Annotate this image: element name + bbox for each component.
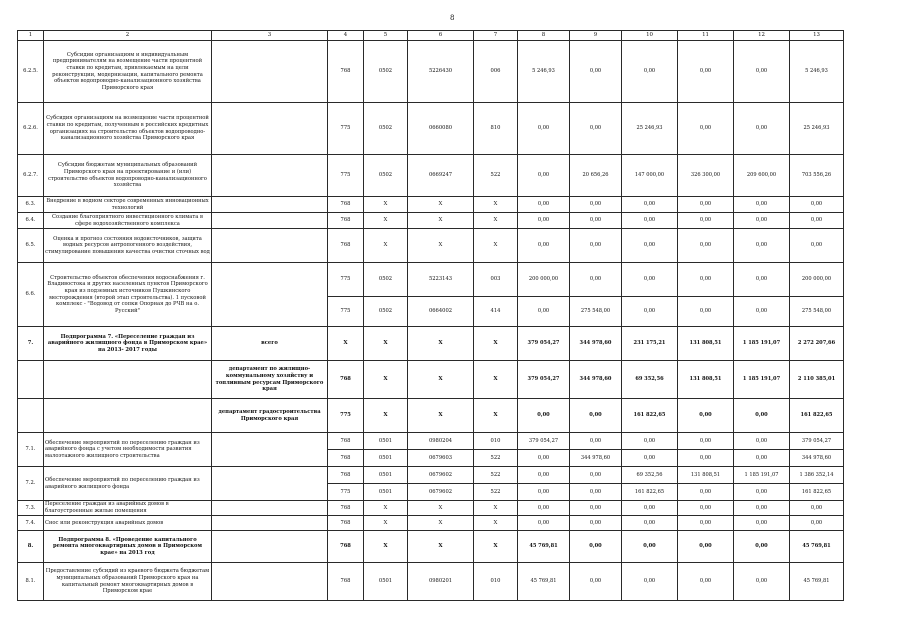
cell-amount-c12: 0,00: [734, 399, 790, 433]
cell-target-code: X: [408, 531, 474, 563]
cell-amount-c11: 131 808,51: [678, 361, 734, 399]
program-budget-table: [17, 30, 844, 601]
cell-admin-code: 768: [328, 531, 364, 563]
cell-amount-c8: 5 246,93: [518, 41, 570, 103]
cell-expense-type: X: [474, 229, 518, 263]
cell-amount-c11: 0,00: [678, 516, 734, 531]
table-row: [18, 361, 844, 399]
cell-admin-code: 775: [328, 263, 364, 297]
cell-amount-c12: 0,00: [734, 229, 790, 263]
row-code: 7.3.: [18, 501, 44, 516]
cell-amount-c13: 703 556,26: [790, 155, 844, 197]
cell-target-code: 0660080: [408, 103, 474, 155]
cell-target-code: 0664002: [408, 297, 474, 327]
cell-admin-code: 768: [328, 361, 364, 399]
row-code: 8.: [18, 531, 44, 563]
cell-target-code: X: [408, 213, 474, 229]
table-row: [18, 501, 844, 516]
cell-section-code: 0501: [364, 563, 408, 601]
cell-amount-c10: 25 246,93: [622, 103, 678, 155]
row-executor: департамент градостроительства Приморского края: [212, 399, 328, 433]
cell-section-code: X: [364, 229, 408, 263]
cell-amount-c13: 2 110 385,01: [790, 361, 844, 399]
column-number-11: 11: [678, 31, 734, 41]
cell-expense-type: 810: [474, 103, 518, 155]
row-code: 6.2.7.: [18, 155, 44, 197]
cell-amount-c13: 0,00: [790, 501, 844, 516]
column-number-row: [18, 31, 844, 41]
cell-amount-c8: 379 054,27: [518, 327, 570, 361]
cell-section-code: 0501: [364, 467, 408, 484]
cell-admin-code: X: [328, 327, 364, 361]
cell-expense-type: X: [474, 399, 518, 433]
cell-amount-c11: 0,00: [678, 484, 734, 501]
cell-amount-c8: 0,00: [518, 399, 570, 433]
row-description: Предоставление субсидий из краевого бюджета бюджетам муниципальных образований Приморского края на капитальный ремонт многоквартирных домов в Приморском крае: [44, 563, 212, 601]
cell-amount-c12: 0,00: [734, 197, 790, 213]
cell-amount-c13: 161 822,65: [790, 484, 844, 501]
cell-expense-type: 522: [474, 155, 518, 197]
cell-amount-c12: 0,00: [734, 450, 790, 467]
cell-amount-c9: 0,00: [570, 433, 622, 450]
cell-target-code: X: [408, 327, 474, 361]
cell-amount-c13: 0,00: [790, 213, 844, 229]
cell-amount-c13: 161 822,65: [790, 399, 844, 433]
row-code: 7.4.: [18, 516, 44, 531]
cell-admin-code: 768: [328, 501, 364, 516]
cell-admin-code: 768: [328, 213, 364, 229]
cell-target-code: 5226430: [408, 41, 474, 103]
cell-amount-c12: 0,00: [734, 297, 790, 327]
cell-expense-type: X: [474, 501, 518, 516]
table-row: [18, 563, 844, 601]
table-row: [18, 531, 844, 563]
cell-target-code: 5223143: [408, 263, 474, 297]
cell-amount-c12: 0,00: [734, 516, 790, 531]
cell-admin-code: 768: [328, 433, 364, 450]
row-code: 7.: [18, 327, 44, 361]
cell-amount-c12: 0,00: [734, 263, 790, 297]
row-executor: департамент по жилищно-коммунальному хозяйству и топливным ресурсам Приморского края: [212, 361, 328, 399]
cell-amount-c13: 0,00: [790, 197, 844, 213]
row-description: [44, 399, 212, 433]
cell-amount-c8: 0,00: [518, 450, 570, 467]
row-description: Подпрограмма 8. «Проведение капитального ремонта многоквартирных домов в Приморском крае» на 2013 год: [44, 531, 212, 563]
cell-amount-c13: 45 769,81: [790, 563, 844, 601]
cell-section-code: 0502: [364, 103, 408, 155]
cell-expense-type: 414: [474, 297, 518, 327]
cell-amount-c13: 200 000,00: [790, 263, 844, 297]
cell-admin-code: 775: [328, 297, 364, 327]
cell-target-code: X: [408, 516, 474, 531]
cell-amount-c9: 0,00: [570, 229, 622, 263]
cell-expense-type: X: [474, 516, 518, 531]
cell-amount-c10: 0,00: [622, 531, 678, 563]
cell-amount-c10: 161 822,65: [622, 484, 678, 501]
cell-section-code: X: [364, 327, 408, 361]
row-description: Оценка и прогноз состояния водоисточников, защита водных ресурсов антропогенного воздействия, стимулирование повышения качества очистки сточных вод: [44, 229, 212, 263]
cell-amount-c10: 69 352,56: [622, 361, 678, 399]
cell-amount-c8: 0,00: [518, 103, 570, 155]
column-number-12: 12: [734, 31, 790, 41]
row-executor: [212, 467, 328, 501]
cell-amount-c8: 379 054,27: [518, 361, 570, 399]
cell-amount-c8: 0,00: [518, 197, 570, 213]
row-code: 6.6.: [18, 263, 44, 327]
table-row: [18, 327, 844, 361]
cell-amount-c11: 0,00: [678, 41, 734, 103]
table-row: [18, 263, 844, 297]
table-row: [18, 229, 844, 263]
cell-amount-c8: 200 000,00: [518, 263, 570, 297]
row-code: 7.2.: [18, 467, 44, 501]
cell-expense-type: X: [474, 531, 518, 563]
cell-admin-code: 768: [328, 229, 364, 263]
cell-amount-c12: 0,00: [734, 213, 790, 229]
column-number-9: 9: [570, 31, 622, 41]
cell-amount-c11: 326 300,00: [678, 155, 734, 197]
cell-amount-c8: 0,00: [518, 501, 570, 516]
table-row: [18, 433, 844, 450]
cell-expense-type: 522: [474, 484, 518, 501]
cell-amount-c13: 5 246,93: [790, 41, 844, 103]
cell-amount-c11: 0,00: [678, 399, 734, 433]
row-code: 6.3.: [18, 197, 44, 213]
cell-section-code: X: [364, 197, 408, 213]
cell-target-code: X: [408, 399, 474, 433]
cell-amount-c9: 0,00: [570, 197, 622, 213]
row-executor: [212, 516, 328, 531]
cell-amount-c8: 0,00: [518, 297, 570, 327]
cell-target-code: X: [408, 197, 474, 213]
cell-expense-type: X: [474, 197, 518, 213]
row-executor: [212, 197, 328, 213]
cell-amount-c12: 0,00: [734, 501, 790, 516]
cell-amount-c9: 0,00: [570, 563, 622, 601]
cell-amount-c8: 45 769,81: [518, 531, 570, 563]
row-executor: всего: [212, 327, 328, 361]
cell-amount-c11: 0,00: [678, 531, 734, 563]
cell-amount-c13: 275 548,00: [790, 297, 844, 327]
cell-amount-c8: 379 054,27: [518, 433, 570, 450]
row-code: 8.1.: [18, 563, 44, 601]
cell-expense-type: 003: [474, 263, 518, 297]
table-row: [18, 399, 844, 433]
cell-amount-c11: 0,00: [678, 433, 734, 450]
table-row: [18, 516, 844, 531]
cell-amount-c11: 0,00: [678, 103, 734, 155]
cell-amount-c13: 2 272 207,66: [790, 327, 844, 361]
row-code: [18, 399, 44, 433]
cell-amount-c11: 0,00: [678, 450, 734, 467]
cell-admin-code: 768: [328, 450, 364, 467]
cell-target-code: 0679603: [408, 450, 474, 467]
cell-target-code: 0980204: [408, 433, 474, 450]
cell-amount-c13: 1 386 352,14: [790, 467, 844, 484]
cell-amount-c9: 0,00: [570, 399, 622, 433]
cell-admin-code: 775: [328, 155, 364, 197]
page-number: 8: [450, 14, 455, 22]
row-description: Внедрение в водном секторе современных инновационных технологий: [44, 197, 212, 213]
cell-amount-c13: 0,00: [790, 516, 844, 531]
cell-expense-type: X: [474, 213, 518, 229]
cell-amount-c8: 0,00: [518, 516, 570, 531]
cell-amount-c12: 0,00: [734, 484, 790, 501]
cell-target-code: 0669247: [408, 155, 474, 197]
cell-section-code: 0502: [364, 263, 408, 297]
cell-amount-c10: 0,00: [622, 433, 678, 450]
cell-amount-c9: 344 978,60: [570, 450, 622, 467]
cell-amount-c13: 379 054,27: [790, 433, 844, 450]
row-code: 6.2.5.: [18, 41, 44, 103]
cell-amount-c12: 0,00: [734, 531, 790, 563]
cell-amount-c13: 344 978,60: [790, 450, 844, 467]
cell-admin-code: 775: [328, 484, 364, 501]
cell-amount-c10: 161 822,65: [622, 399, 678, 433]
cell-amount-c9: 0,00: [570, 103, 622, 155]
cell-section-code: X: [364, 501, 408, 516]
cell-amount-c10: 0,00: [622, 501, 678, 516]
cell-amount-c9: 275 548,00: [570, 297, 622, 327]
cell-expense-type: 010: [474, 433, 518, 450]
cell-amount-c13: 0,00: [790, 229, 844, 263]
row-code: 6.5.: [18, 229, 44, 263]
cell-amount-c12: 0,00: [734, 563, 790, 601]
cell-amount-c10: 0,00: [622, 297, 678, 327]
cell-amount-c12: 209 600,00: [734, 155, 790, 197]
column-number-8: 8: [518, 31, 570, 41]
row-description: Переселение граждан из аварийных домов в благоустроенные жилые помещения: [44, 501, 212, 516]
cell-amount-c9: 0,00: [570, 213, 622, 229]
cell-expense-type: X: [474, 361, 518, 399]
row-code: 6.4.: [18, 213, 44, 229]
cell-amount-c10: 69 352,56: [622, 467, 678, 484]
cell-amount-c10: 0,00: [622, 450, 678, 467]
cell-section-code: X: [364, 516, 408, 531]
cell-amount-c9: 0,00: [570, 531, 622, 563]
cell-amount-c12: 0,00: [734, 433, 790, 450]
cell-amount-c10: 0,00: [622, 41, 678, 103]
cell-section-code: X: [364, 399, 408, 433]
cell-target-code: X: [408, 361, 474, 399]
cell-amount-c11: 0,00: [678, 197, 734, 213]
cell-amount-c9: 0,00: [570, 516, 622, 531]
cell-amount-c12: 1 185 191,07: [734, 361, 790, 399]
cell-target-code: X: [408, 501, 474, 516]
cell-admin-code: 768: [328, 41, 364, 103]
cell-amount-c10: 0,00: [622, 197, 678, 213]
cell-section-code: 0502: [364, 297, 408, 327]
cell-amount-c8: 0,00: [518, 484, 570, 501]
cell-amount-c9: 344 978,60: [570, 361, 622, 399]
row-code: 7.1.: [18, 433, 44, 467]
cell-expense-type: 522: [474, 450, 518, 467]
cell-amount-c10: 0,00: [622, 229, 678, 263]
row-code: 6.2.6.: [18, 103, 44, 155]
row-description: [44, 361, 212, 399]
cell-amount-c10: 0,00: [622, 563, 678, 601]
cell-section-code: 0501: [364, 450, 408, 467]
table-body: [18, 31, 844, 601]
row-executor: [212, 501, 328, 516]
cell-amount-c9: 344 978,60: [570, 327, 622, 361]
row-description: Обеспечение мероприятий по переселению граждан из аварийного фонда с учетом необходимости развития малоэтажного жилищного строительства: [44, 433, 212, 467]
cell-amount-c13: 25 246,93: [790, 103, 844, 155]
cell-amount-c8: 0,00: [518, 155, 570, 197]
cell-amount-c11: 0,00: [678, 563, 734, 601]
cell-admin-code: 775: [328, 103, 364, 155]
cell-amount-c10: 0,00: [622, 263, 678, 297]
column-number-4: 4: [328, 31, 364, 41]
cell-amount-c9: 0,00: [570, 467, 622, 484]
cell-amount-c8: 0,00: [518, 213, 570, 229]
column-number-7: 7: [474, 31, 518, 41]
cell-expense-type: 010: [474, 563, 518, 601]
row-description: Создание благоприятного инвестиционного климата в сфере водохозяйственного комплекса: [44, 213, 212, 229]
cell-amount-c11: 131 808,51: [678, 467, 734, 484]
column-number-6: 6: [408, 31, 474, 41]
table-row: [18, 155, 844, 197]
cell-section-code: 0501: [364, 433, 408, 450]
row-executor: [212, 531, 328, 563]
row-description: Субсидии бюджетам муниципальных образований Приморского края на проектирование и (или) строительство объектов водопроводно-канализационного хозяйства: [44, 155, 212, 197]
cell-section-code: 0502: [364, 155, 408, 197]
row-description: Обеспечение мероприятий по переселению граждан из аварийного жилищного фонда: [44, 467, 212, 501]
cell-target-code: 0679602: [408, 467, 474, 484]
cell-amount-c11: 0,00: [678, 501, 734, 516]
column-number-5: 5: [364, 31, 408, 41]
cell-amount-c11: 131 808,51: [678, 327, 734, 361]
cell-target-code: 0980201: [408, 563, 474, 601]
row-description: Подпрограмма 7. «Переселение граждан из аварийного жилищного фонда в Приморском крае» на 2013- 2017 годы: [44, 327, 212, 361]
cell-expense-type: 522: [474, 467, 518, 484]
cell-expense-type: X: [474, 327, 518, 361]
cell-target-code: 0679602: [408, 484, 474, 501]
cell-admin-code: 768: [328, 467, 364, 484]
column-number-3: 3: [212, 31, 328, 41]
table-row: [18, 213, 844, 229]
cell-section-code: X: [364, 531, 408, 563]
row-executor: [212, 563, 328, 601]
cell-amount-c8: 45 769,81: [518, 563, 570, 601]
column-number-1: 1: [18, 31, 44, 41]
row-description: Субсидия организациям на возмещение части процентной ставки по кредитам, полученным в российских кредитных организациях на строительство объектов водопроводно-канализационного хозяйства Приморского края: [44, 103, 212, 155]
table-row: [18, 41, 844, 103]
row-executor: [212, 103, 328, 155]
cell-expense-type: 006: [474, 41, 518, 103]
row-executor: [212, 229, 328, 263]
cell-section-code: X: [364, 361, 408, 399]
row-description: Строительство объектов обеспечения водоснабжения г. Владивостока и других населенных пунктов Приморского края из подземных источников Пушкинского месторождения (второй этап строительства). 1 пусковой комплекс - "Водовод от сопки Опорная до РЧВ на о. Русский": [44, 263, 212, 327]
cell-amount-c9: 0,00: [570, 484, 622, 501]
cell-admin-code: 768: [328, 197, 364, 213]
cell-amount-c10: 0,00: [622, 516, 678, 531]
row-description: Снос или реконструкция аварийных домов: [44, 516, 212, 531]
cell-amount-c8: 0,00: [518, 467, 570, 484]
row-executor: [212, 155, 328, 197]
row-executor: [212, 263, 328, 327]
cell-amount-c12: 1 185 191,07: [734, 327, 790, 361]
column-number-13: 13: [790, 31, 844, 41]
cell-target-code: X: [408, 229, 474, 263]
cell-amount-c11: 0,00: [678, 229, 734, 263]
cell-amount-c11: 0,00: [678, 263, 734, 297]
cell-amount-c12: 1 185 191,07: [734, 467, 790, 484]
row-description: Субсидии организациям и индивидуальным предпринимателям на возмещение части процентной ставки по кредитам, привлекаемым на цели реконструкции, модернизации, капитального ремонта объектов водопроводно-канализационного хозяйства Приморского края: [44, 41, 212, 103]
cell-amount-c11: 0,00: [678, 213, 734, 229]
cell-admin-code: 768: [328, 516, 364, 531]
row-executor: [212, 213, 328, 229]
cell-amount-c10: 231 175,21: [622, 327, 678, 361]
cell-amount-c8: 0,00: [518, 229, 570, 263]
cell-amount-c10: 0,00: [622, 213, 678, 229]
row-executor: [212, 41, 328, 103]
cell-amount-c11: 0,00: [678, 297, 734, 327]
column-number-10: 10: [622, 31, 678, 41]
cell-section-code: 0501: [364, 484, 408, 501]
column-number-2: 2: [44, 31, 212, 41]
row-executor: [212, 433, 328, 467]
row-code: [18, 361, 44, 399]
table-row: [18, 103, 844, 155]
cell-admin-code: 775: [328, 399, 364, 433]
cell-amount-c12: 0,00: [734, 41, 790, 103]
cell-amount-c13: 45 769,81: [790, 531, 844, 563]
cell-amount-c9: 0,00: [570, 263, 622, 297]
cell-amount-c9: 20 656,26: [570, 155, 622, 197]
table-row: [18, 467, 844, 484]
cell-amount-c12: 0,00: [734, 103, 790, 155]
cell-section-code: X: [364, 213, 408, 229]
table-row: [18, 197, 844, 213]
cell-section-code: 0502: [364, 41, 408, 103]
cell-amount-c9: 0,00: [570, 41, 622, 103]
cell-admin-code: 768: [328, 563, 364, 601]
cell-amount-c9: 0,00: [570, 501, 622, 516]
cell-amount-c10: 147 000,00: [622, 155, 678, 197]
